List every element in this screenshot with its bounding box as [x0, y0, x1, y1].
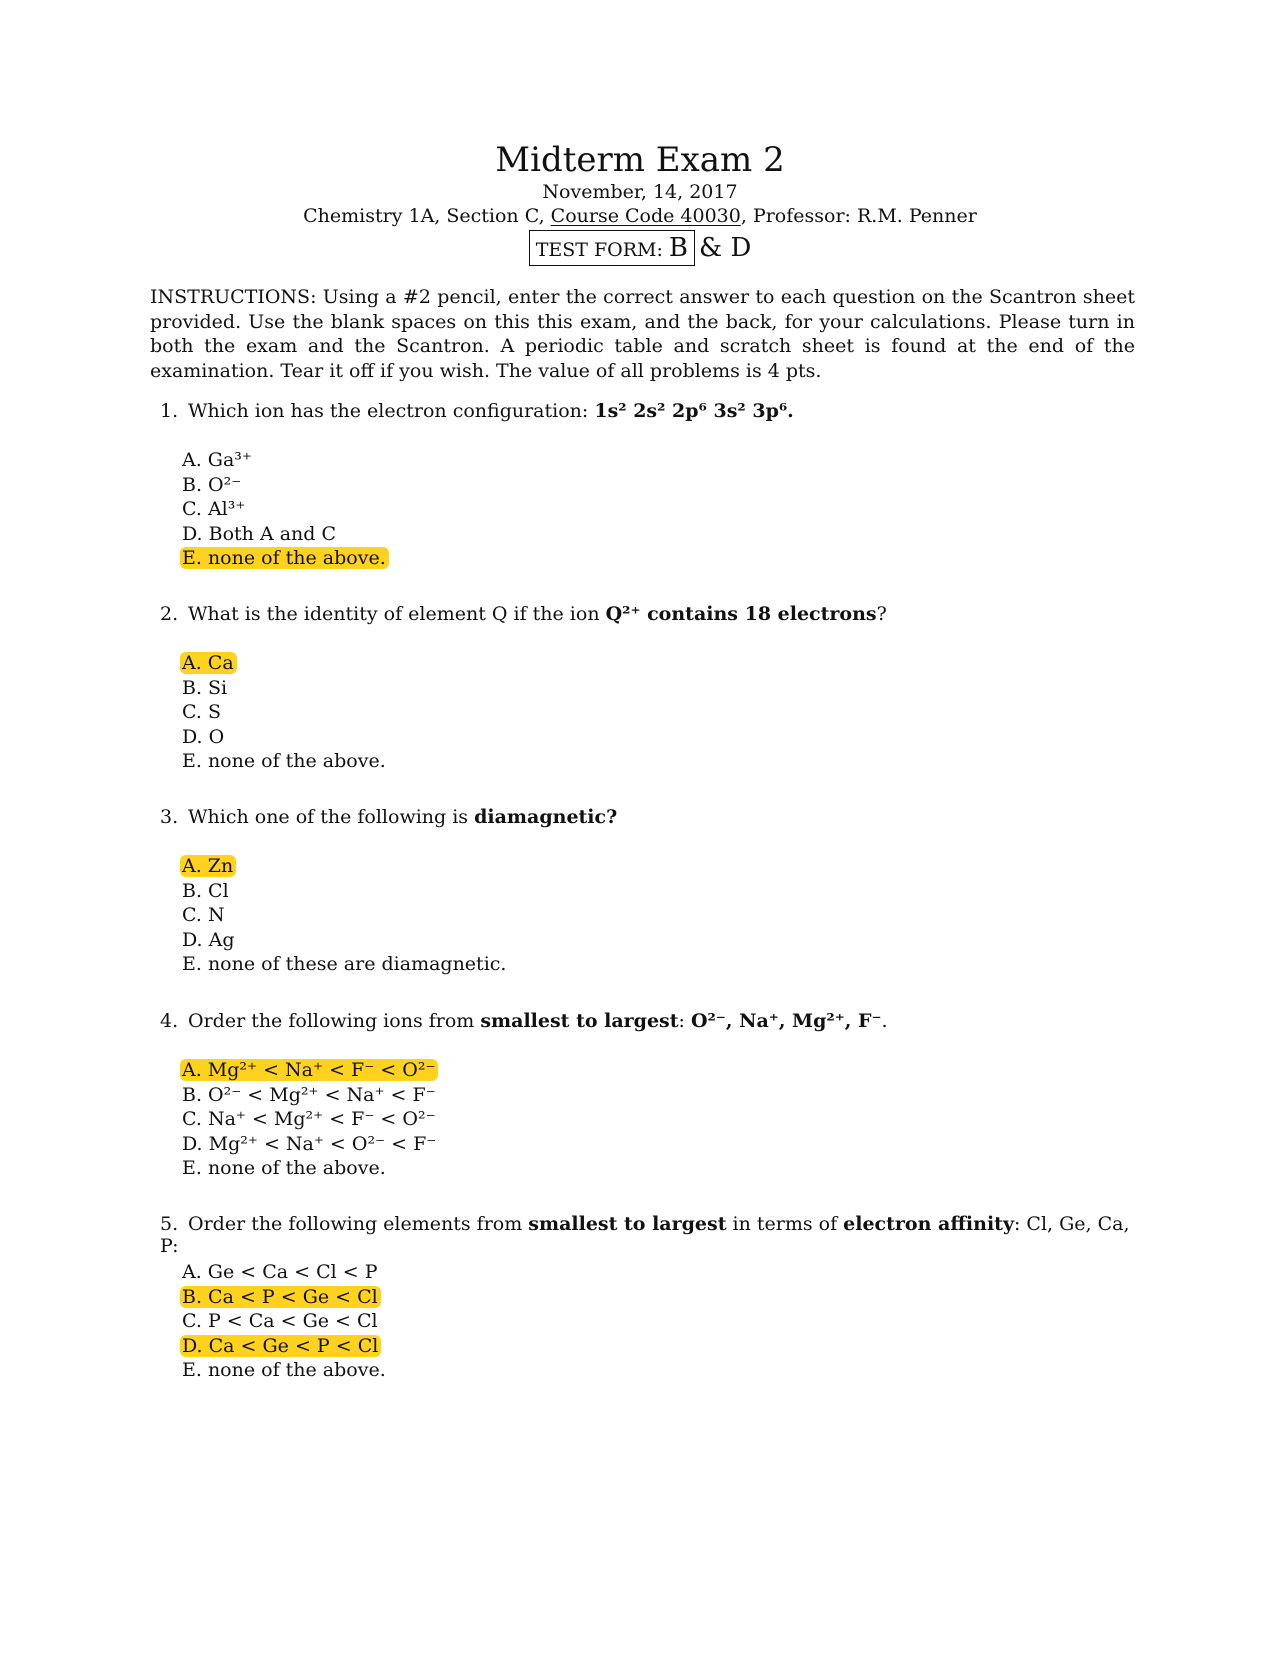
option-text: E. none of these are diamagnetic. — [182, 953, 507, 975]
option — [182, 448, 389, 473]
test-form-box — [529, 230, 695, 266]
option-text: D. Both A and C — [182, 522, 337, 545]
course-info — [0, 205, 1280, 227]
option — [182, 928, 506, 953]
question-3 — [160, 806, 1140, 828]
option-text: D. Ag — [182, 928, 235, 951]
question-text-post: : — [678, 1010, 691, 1032]
option-text: D. Mg²⁺ < Na⁺ < O²⁻ < F⁻ — [182, 1132, 437, 1155]
option — [182, 1285, 386, 1310]
question-number: 3. — [160, 806, 179, 828]
question-text-post-2: . — [881, 1010, 888, 1032]
option-text: C. P < Ca < Ge < Cl — [182, 1310, 378, 1332]
highlighted-answer: D. Ca < Ge < P < Cl — [180, 1335, 381, 1357]
highlighted-answer: A. Ca — [180, 652, 237, 674]
option — [182, 546, 389, 571]
option — [182, 1260, 386, 1285]
option — [182, 725, 386, 750]
option — [182, 1083, 438, 1108]
option — [182, 1334, 386, 1359]
question-bold: diamagnetic? — [474, 806, 618, 828]
option-text: C. S — [182, 701, 221, 723]
question-bold: Q²⁺ contains 18 electrons — [605, 603, 877, 625]
question-text: What is the identity of element Q if the ion — [188, 603, 606, 625]
exam-title: Midterm Exam 2 — [495, 140, 785, 180]
option-text: E. none of the above. — [182, 1157, 386, 1179]
options-5 — [182, 1260, 386, 1383]
option — [182, 651, 386, 676]
option-text: B. Cl — [182, 879, 229, 902]
options-4 — [182, 1058, 438, 1181]
option — [182, 749, 386, 774]
option — [182, 1309, 386, 1334]
highlighted-answer: E. none of the above. — [180, 547, 389, 569]
option — [182, 952, 506, 977]
test-form-extra: & D — [699, 233, 752, 263]
question-number: 5. — [160, 1213, 179, 1235]
option — [182, 700, 386, 725]
instructions: INSTRUCTIONS: Using a #2 pencil, enter the correct answer to each question on the Scantron sheet provided. Use the blank spaces on this this exam, and the back, for your calculations. Please turn in both the exam and the Scantron. A periodic table and scratch sheet is found at the end of the examination. Tear it off if you wish. The value of all problems is 4 pts. — [150, 286, 1135, 382]
course-info-pre: Chemistry 1A, Section C, — [303, 205, 551, 227]
option-text: C. Na⁺ < Mg²⁺ < F⁻ < O²⁻ — [182, 1108, 436, 1130]
test-form-label: TEST FORM: — [535, 239, 669, 261]
test-form — [0, 230, 1280, 266]
option-text: C. N — [182, 904, 225, 926]
question-1 — [160, 400, 1140, 422]
highlighted-answer: A. Mg²⁺ < Na⁺ < F⁻ < O²⁻ — [180, 1059, 438, 1081]
option — [182, 854, 506, 879]
question-number: 1. — [160, 400, 179, 422]
option — [182, 1107, 438, 1132]
question-bold: smallest to largest — [480, 1010, 679, 1032]
highlighted-answer: A. Zn — [180, 855, 236, 877]
question-text-post: ? — [876, 603, 887, 625]
question-bold: 1s² 2s² 2p⁶ 3s² 3p⁶. — [594, 400, 794, 422]
question-number: 4. — [160, 1010, 179, 1032]
question-5 — [160, 1213, 1140, 1257]
options-3 — [182, 854, 506, 977]
question-text: Order the following ions from — [188, 1010, 481, 1032]
question-text: Which one of the following is — [188, 806, 475, 828]
course-code: Course Code 40030 — [550, 205, 741, 227]
highlighted-answer: B. Ca < P < Ge < Cl — [180, 1286, 381, 1308]
question-text-post: : Cl, Ge, Ca, P: — [160, 1213, 1130, 1257]
question-bold-2: electron affinity — [843, 1213, 1014, 1235]
question-2 — [160, 603, 1140, 625]
option-text: D. O — [182, 725, 225, 748]
option — [182, 1358, 386, 1383]
course-info-post: , Professor: R.M. Penner — [740, 205, 977, 227]
question-number: 2. — [160, 603, 179, 625]
option-text: E. none of the above. — [182, 750, 386, 772]
option-text: A. Ge < Ca < Cl < P — [182, 1261, 378, 1283]
question-text: Which ion has the electron configuration: — [188, 400, 595, 422]
option — [182, 879, 506, 904]
option — [182, 522, 389, 547]
option-text: B. O²⁻ — [182, 473, 242, 496]
options-1 — [182, 448, 389, 571]
option — [182, 1132, 438, 1157]
option — [182, 497, 389, 522]
option-text: A. Ga³⁺ — [182, 449, 252, 471]
option-text: B. O²⁻ < Mg²⁺ < Na⁺ < F⁻ — [182, 1083, 436, 1106]
options-2 — [182, 651, 386, 774]
question-bold: smallest to largest — [528, 1213, 727, 1235]
exam-date: November, 14, 2017 — [542, 181, 738, 203]
option-text: E. none of the above. — [182, 1359, 386, 1381]
question-bold-2: O²⁻, Na⁺, Mg²⁺, F⁻ — [690, 1010, 882, 1032]
option — [182, 676, 386, 701]
question-4 — [160, 1010, 1140, 1032]
option-text: B. Si — [182, 676, 228, 699]
option — [182, 1058, 438, 1083]
question-text-mid: in terms of — [726, 1213, 844, 1235]
option — [182, 903, 506, 928]
option — [182, 473, 389, 498]
question-text: Order the following elements from — [188, 1213, 529, 1235]
option — [182, 1156, 438, 1181]
option-text: C. Al³⁺ — [182, 498, 246, 520]
test-form-letter: B — [668, 233, 689, 263]
